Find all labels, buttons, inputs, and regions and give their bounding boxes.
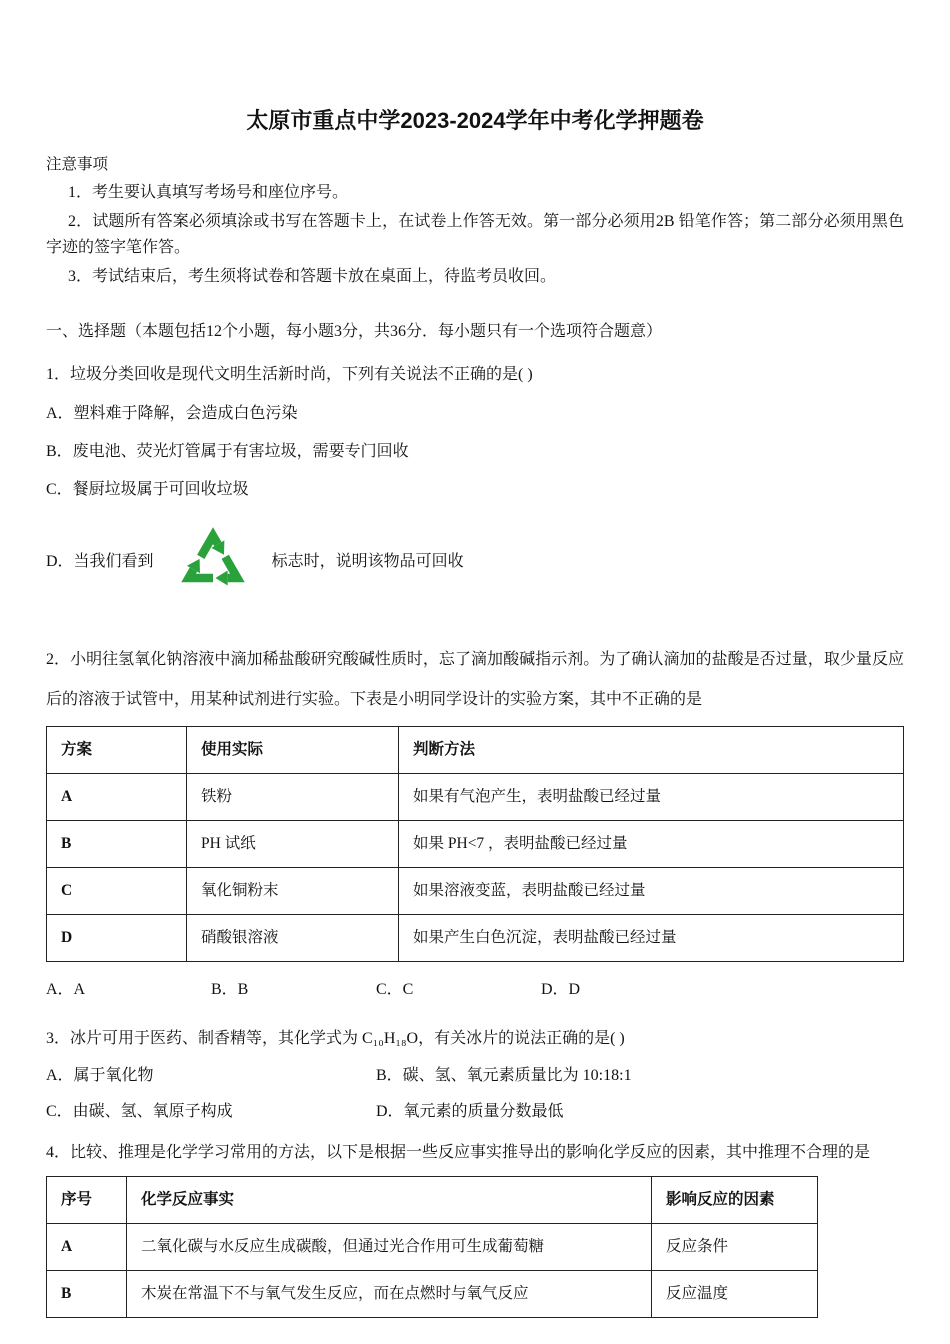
q2-table-header-row: [47, 727, 904, 774]
q2-table-header-reagent: 使用实际: [187, 727, 399, 774]
section-heading: 一、选择题（本题包括12个小题，每小题3分，共36分．每小题只有一个选项符合题意）: [46, 323, 663, 340]
q4-table-header-number: 序号: [47, 1177, 127, 1224]
q4-cell-fact-b: 木炭在常温下不与氧气发生反应，而在点燃时与氧气反应: [127, 1271, 652, 1318]
q2-answer-b: B．B: [211, 981, 249, 998]
notice-item-2: 2．试题所有答案必须填涂或书写在答题卡上，在试卷上作答无效。第一部分必须用2B 铅笔作答；第二部分必须用黑色字迹的签字笔作答。: [46, 213, 904, 256]
q4-table-header-factor: 影响反应的因素: [652, 1177, 818, 1224]
q4-table: [46, 1176, 818, 1318]
q1-option-d-suffix: 标志时，说明该物品可回收: [271, 553, 464, 570]
q4-table-header-row: [47, 1177, 818, 1224]
q2-cell-plan-c: C: [47, 868, 187, 915]
notice-section: [46, 153, 904, 290]
q2-answer-c: C．C: [376, 981, 414, 998]
q2-cell-reagent-a: 铁粉: [187, 774, 399, 821]
question-2: [46, 640, 904, 1002]
q2-answer-d: D．D: [541, 981, 581, 998]
q4-table-header-fact: 化学反应事实: [127, 1177, 652, 1224]
q4-table-row-a: [47, 1224, 818, 1271]
question-1: [46, 362, 904, 612]
q2-cell-method-c: 如果溶液变蓝，表明盐酸已经过量: [399, 868, 904, 915]
q4-table-row-b: [47, 1271, 818, 1318]
q4-cell-number-b: B: [47, 1271, 127, 1318]
q1-option-c: C．餐厨垃圾属于可回收垃圾: [46, 481, 249, 498]
recycle-arrow-2: [213, 557, 243, 588]
q2-table-row-c: [47, 868, 904, 915]
q2-table: [46, 726, 904, 962]
q2-table-row-d: [47, 915, 904, 962]
q4-cell-factor-b: 反应温度: [652, 1271, 818, 1318]
q2-cell-reagent-d: 硝酸银溶液: [187, 915, 399, 962]
q2-table-row-a: [47, 774, 904, 821]
recycle-icon: [164, 515, 262, 609]
q3-option-c: C．由碳、氢、氧原子构成: [46, 1103, 233, 1120]
q1-option-b: B．废电池、荧光灯管属于有害垃圾，需要专门回收: [46, 443, 409, 460]
q1-option-a: A．塑料难于降解，会造成白色污染: [46, 405, 298, 422]
q2-cell-plan-a: A: [47, 774, 187, 821]
q4-cell-number-a: A: [47, 1224, 127, 1271]
q1-option-d-prefix: D．当我们看到: [46, 553, 154, 570]
q2-cell-reagent-c: 氧化铜粉末: [187, 868, 399, 915]
q2-cell-plan-d: D: [47, 915, 187, 962]
page-title: 太原市重点中学2023-2024学年中考化学押题卷: [246, 108, 704, 133]
q3-option-d: D．氧元素的质量分数最低: [376, 1103, 564, 1120]
notice-item-1: 1．考生要认真填写考场号和座位序号。: [68, 184, 349, 201]
q2-cell-method-a: 如果有气泡产生，表明盐酸已经过量: [399, 774, 904, 821]
recycle-arrow-3: [182, 558, 212, 589]
notice-item-3: 3．考试结束后，考生须将试卷和答题卡放在桌面上，待监考员收回。: [68, 268, 557, 285]
q4-stem: 4．比较、推理是化学学习常用的方法，以下是根据一些反应事实推导出的影响化学反应的因素，其中推理不合理的是: [46, 1144, 871, 1161]
q2-cell-reagent-b: PH 试纸: [187, 821, 399, 868]
q1-stem: 1．垃圾分类回收是现代文明生活新时尚，下列有关说法不正确的是( ): [46, 366, 533, 383]
q2-table-row-b: [47, 821, 904, 868]
q2-cell-method-d: 如果产生白色沉淀，表明盐酸已经过量: [399, 915, 904, 962]
q1-option-d: [46, 512, 904, 612]
q2-answer-options: [46, 978, 904, 1002]
q4-cell-factor-a: 反应条件: [652, 1224, 818, 1271]
q3-options: [46, 1064, 904, 1124]
q2-table-header-plan: 方案: [47, 727, 187, 774]
question-3: [46, 1026, 904, 1124]
q2-stem: 2．小明往氢氧化钠溶液中滴加稀盐酸研究酸碱性质时，忘了滴加酸碱指示剂。为了确认滴加的盐酸是否过量，取少量反应后的溶液于试管中，用某种试剂进行实验。下表是小明同学设计的实验方案，其中不正确的是: [46, 651, 904, 708]
q2-cell-method-b: 如果 PH<7 ，表明盐酸已经过量: [399, 821, 904, 868]
q2-answer-a: A．A: [46, 981, 86, 998]
question-4: [46, 1140, 904, 1318]
notice-heading: 注意事项: [46, 156, 109, 173]
recycle-arrow-1: [200, 536, 224, 557]
q2-table-header-method: 判断方法: [399, 727, 904, 774]
q3-stem: 3．冰片可用于医药、制香精等，其化学式为 C₁₀H₁₈O，有关冰片的说法正确的是( ): [46, 1030, 625, 1047]
q3-option-b: B．碳、氢、氧元素质量比为 10:18:1: [376, 1067, 632, 1084]
q4-cell-fact-a: 二氧化碳与水反应生成碳酸，但通过光合作用可生成葡萄糖: [127, 1224, 652, 1271]
q3-option-a: A．属于氧化物: [46, 1067, 154, 1084]
q2-cell-plan-b: B: [47, 821, 187, 868]
